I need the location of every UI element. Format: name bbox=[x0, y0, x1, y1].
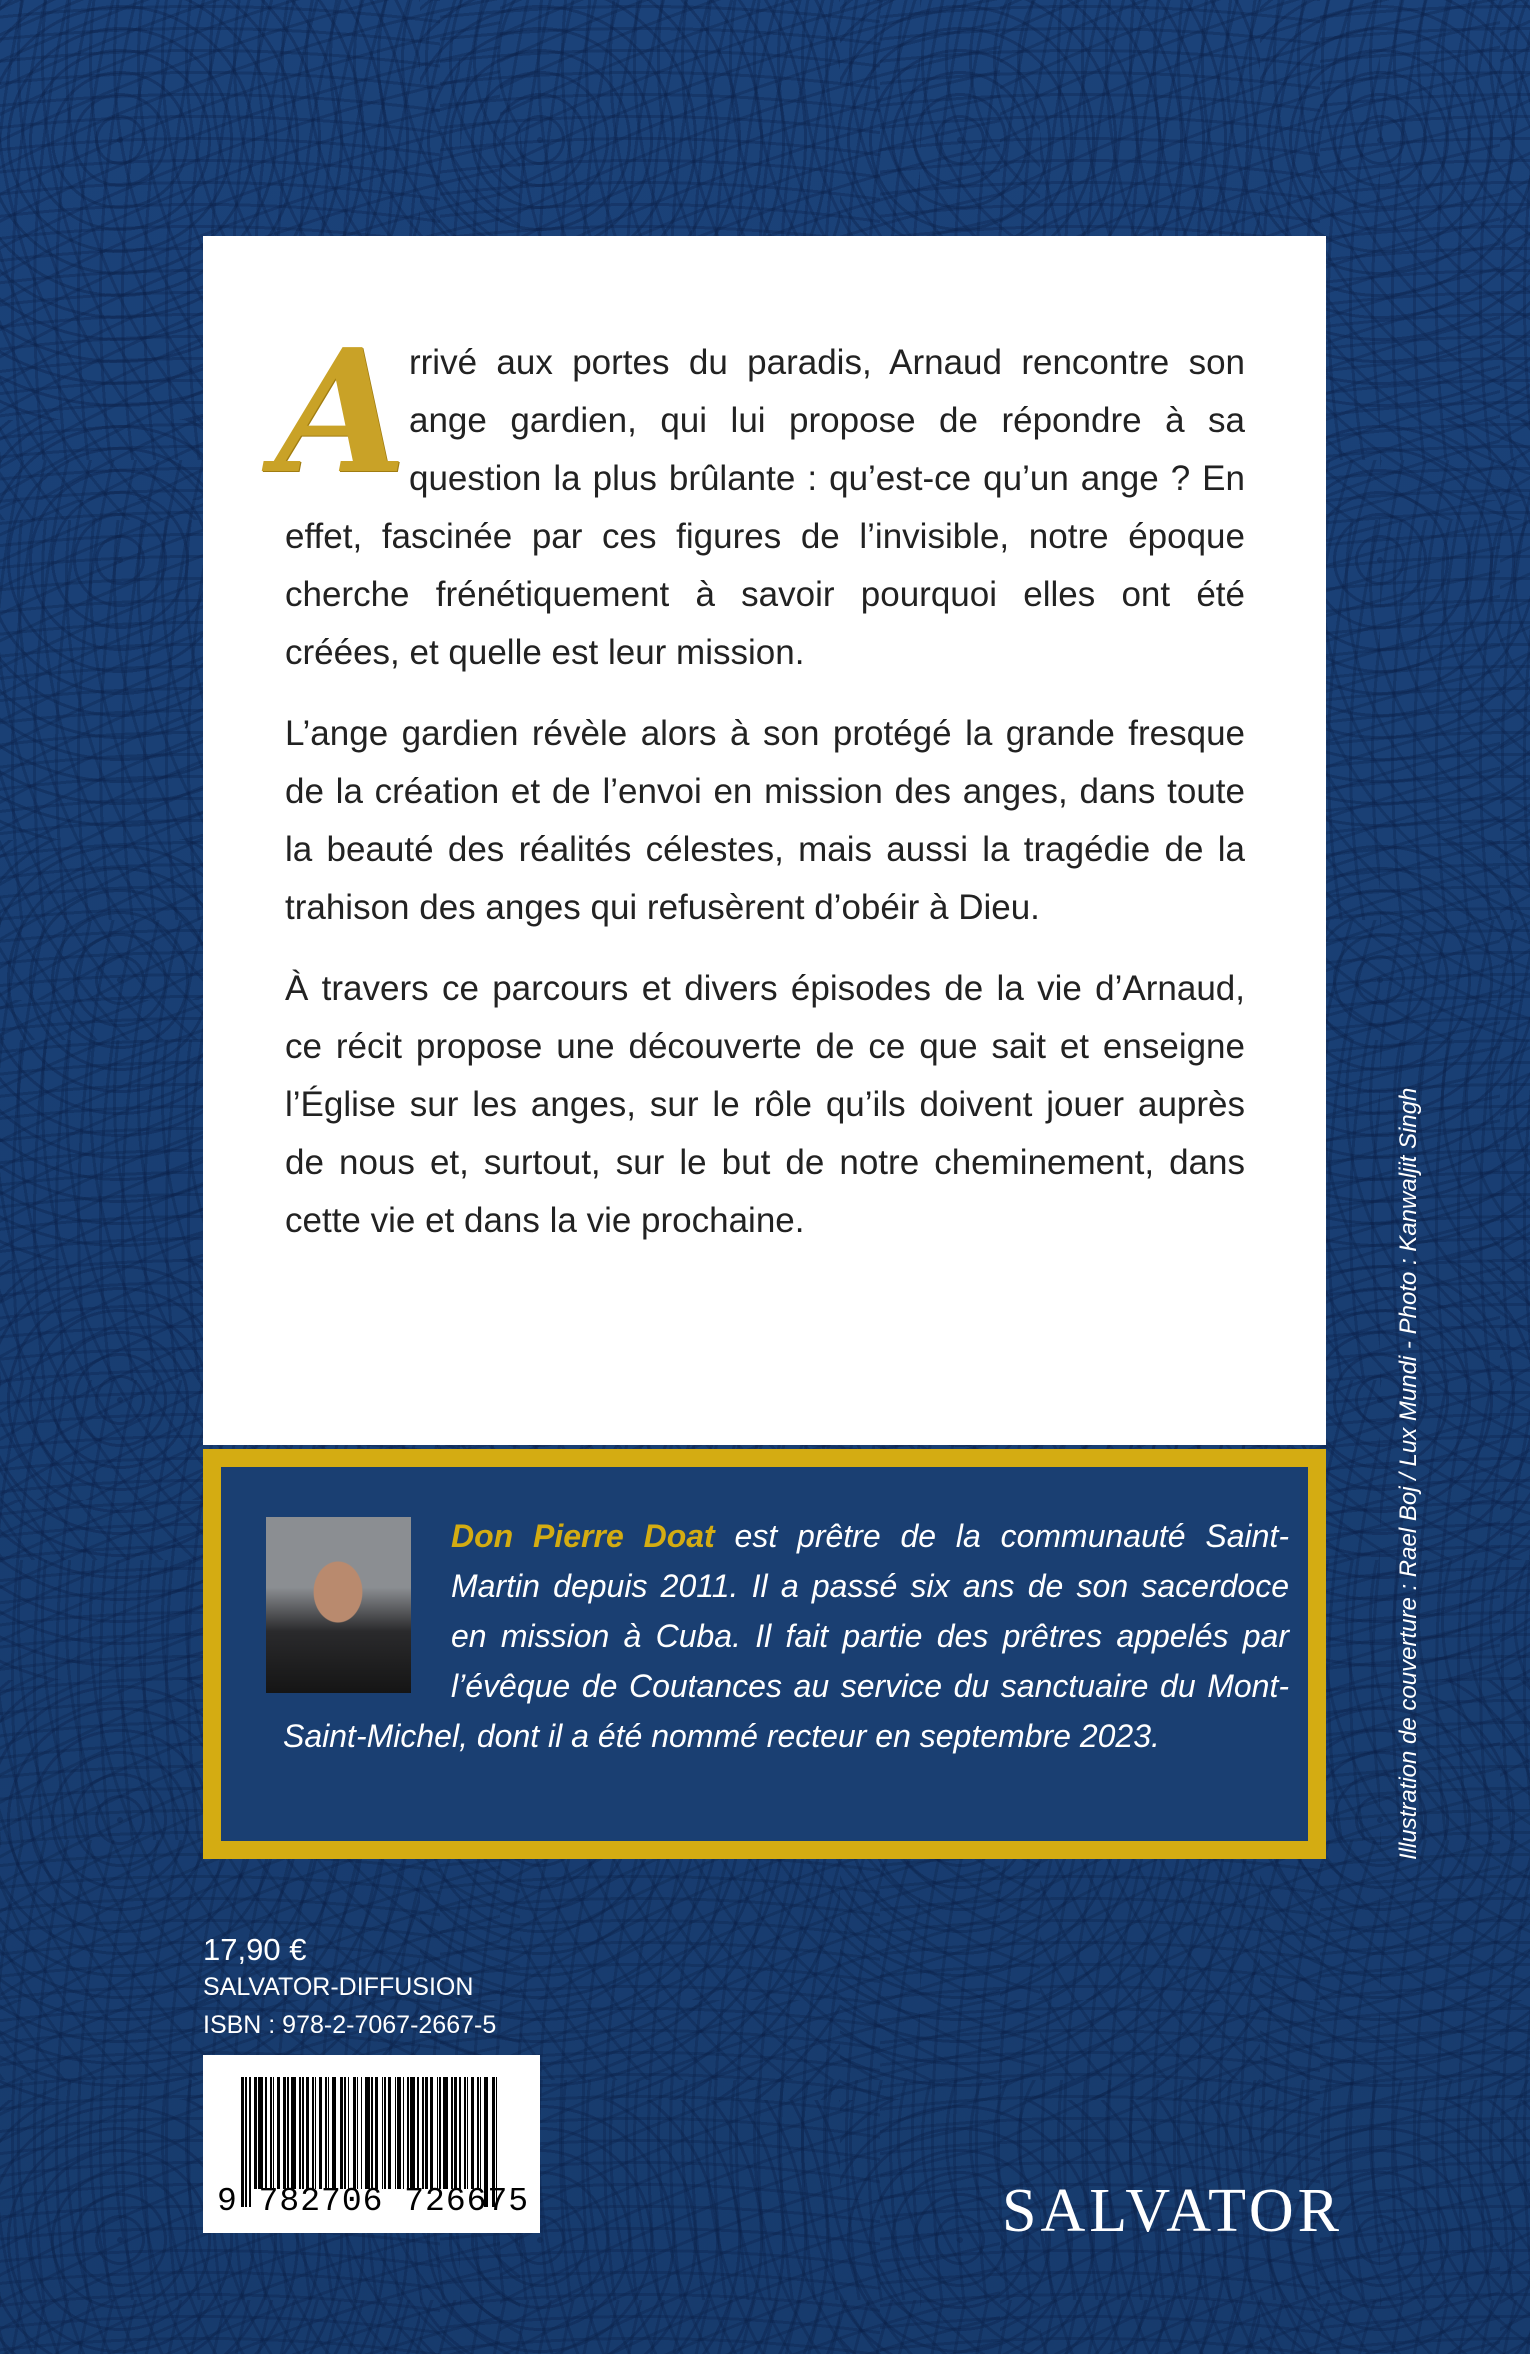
barcode-bar bbox=[265, 2077, 267, 2189]
barcode-bar bbox=[388, 2077, 391, 2189]
barcode bbox=[203, 2055, 540, 2233]
author-bio: Don Pierre Doat est prêtre de la communauté Saint-Martin depuis 2011. Il a passé six ans de son sacerdoce en mission à Cuba. Il fait partie des prêtres appelés par l’évêque de Coutances au service du sanctuaire du Mont-Saint-Michel, dont il a été nommé recteur en septembre 2023. bbox=[283, 1518, 1290, 1754]
barcode-bar bbox=[273, 2077, 275, 2189]
barcode-bar bbox=[312, 2077, 314, 2189]
barcode-bar bbox=[270, 2077, 272, 2189]
barcode-bar bbox=[328, 2077, 330, 2189]
barcode-bar bbox=[348, 2077, 350, 2189]
barcode-bar bbox=[283, 2077, 286, 2189]
cover-credit: Illustration de couverture : Rael Boj / Lux Mundi - Photo : Kanwaljit Singh bbox=[1395, 1087, 1422, 1860]
barcode-bar bbox=[302, 2077, 304, 2189]
barcode-bar bbox=[340, 2077, 343, 2189]
barcode-bar bbox=[417, 2077, 419, 2189]
barcode-bar bbox=[357, 2077, 359, 2189]
barcode-bar bbox=[384, 2077, 386, 2189]
barcode-bar bbox=[425, 2077, 428, 2189]
barcode-bar bbox=[299, 2077, 301, 2189]
price: 17,90 € bbox=[203, 1932, 307, 1967]
barcode-bar bbox=[319, 2077, 322, 2189]
barcode-bar bbox=[325, 2077, 327, 2189]
barcode-bar bbox=[471, 2077, 474, 2189]
barcode-bar bbox=[403, 2077, 405, 2189]
barcode-bar bbox=[258, 2077, 263, 2189]
back-cover-blurb-panel bbox=[203, 236, 1326, 1445]
barcode-bar bbox=[375, 2077, 378, 2189]
drop-cap: A bbox=[275, 312, 407, 512]
barcode-bar bbox=[315, 2077, 317, 2189]
distributor: SALVATOR-DIFFUSION bbox=[203, 1973, 474, 2001]
barcode-bar bbox=[397, 2077, 400, 2189]
barcode-bar bbox=[430, 2077, 433, 2189]
barcode-bar bbox=[422, 2077, 424, 2189]
barcode-bar bbox=[410, 2077, 415, 2189]
barcode-bar bbox=[361, 2077, 363, 2189]
blurb-text bbox=[275, 312, 1245, 1273]
barcode-bar bbox=[480, 2077, 482, 2189]
barcode-bar bbox=[254, 2077, 257, 2189]
author-name: Don Pierre Doat bbox=[451, 1518, 715, 1554]
barcode-bar bbox=[365, 2077, 370, 2189]
barcode-bar bbox=[407, 2077, 409, 2189]
barcode-bar bbox=[382, 2077, 384, 2189]
barcode-bar bbox=[464, 2077, 466, 2189]
barcode-bar bbox=[459, 2077, 461, 2189]
barcode-bar bbox=[277, 2077, 280, 2189]
blurb-paragraph-2: L’ange gardien révèle alors à son protégé la grande fresque de la création et de l’envoi en mission des anges, dans toute la beauté des réalités célestes, mais aussi la tragédie de la trahison des anges qui refusèrent d’obéir à Dieu. bbox=[285, 714, 1245, 927]
barcode-bar bbox=[467, 2077, 469, 2189]
barcode-bar bbox=[306, 2077, 309, 2189]
barcode-bar bbox=[443, 2077, 448, 2189]
barcode-bar bbox=[395, 2077, 397, 2189]
barcode-bar bbox=[451, 2077, 453, 2189]
barcode-bar bbox=[332, 2077, 337, 2189]
barcode-bar bbox=[287, 2077, 289, 2189]
barcode-bar bbox=[371, 2077, 373, 2189]
isbn: ISBN : 978-2-7067-2667-5 bbox=[203, 2011, 497, 2039]
barcode-bar bbox=[437, 2077, 439, 2189]
blurb-paragraph-1: Arrivé aux portes du paradis, Arnaud rencontre son ange gardien, qui lui propose de répondre à sa question la plus brûlante : qu’est-ce qu’un ange ? En effet, fascinée par ces figures de l’invisible, notre époque cherche frénétiquement à savoir pourquoi elles ont été créées, et quelle est leur mission. bbox=[275, 312, 1245, 672]
barcode-bar bbox=[291, 2077, 296, 2189]
barcode-bar bbox=[353, 2077, 356, 2189]
publisher-logo: SALVATOR bbox=[1002, 2177, 1344, 2245]
barcode-bar bbox=[344, 2077, 346, 2189]
barcode-bar bbox=[454, 2077, 457, 2189]
barcode-bar bbox=[477, 2077, 479, 2189]
barcode-bar bbox=[439, 2077, 441, 2189]
barcode-number: 9 782706 726675 bbox=[217, 2183, 530, 2220]
blurb-paragraph-3: À travers ce parcours et divers épisodes de la vie d’Arnaud, ce récit propose une découverte de ce que sait et enseigne l’Église sur les anges, sur le rôle qu’ils doivent jouer auprès de nous et, surtout, sur le but de notre cheminement, dans cette vie et dans la vie prochaine. bbox=[285, 969, 1245, 1240]
author-bio-box bbox=[203, 1449, 1326, 1859]
